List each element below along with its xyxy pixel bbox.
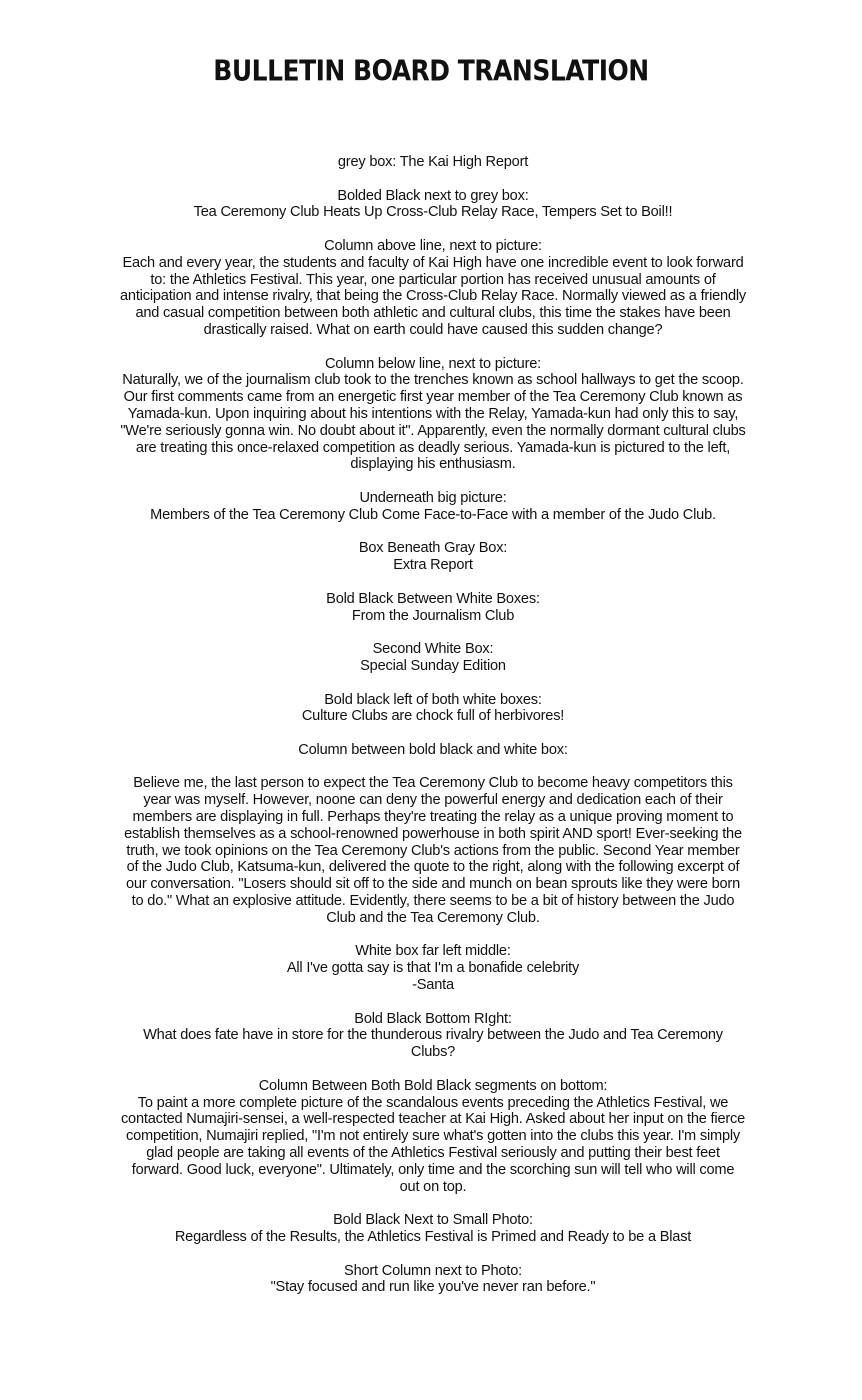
- label-column-below-line: Column below line, next to picture:: [324, 355, 542, 372]
- text-column-between: Believe me, the last person to expect the Tea Ceremony Club to become heavy competitors this year was myself. However, noone can deny the powerful energy and dedication each of their members are displaying in full. Perhaps they're treating the relay as a unique proving moment to establish themselves as a school-renowned powerhouse in both spirit AND sport! Ever-seeking the truth, we took opinions on the Tea Ceremony Club's actions from the public. Second Year member of the Judo Club, Katsuma-kun, delivered the quote to the right, along with the following excerpt of our conversation. "Losers should sit off to the side and munch on bean sprouts like they were born to do." What an explosive attitude. Evidently, there seems to be a bit of history between the Judo Club and the Tea Ceremony Club.: [124, 775, 742, 926]
- label-headline: Bolded Black next to grey box:: [337, 187, 529, 204]
- block-culture-clubs: [120, 692, 746, 726]
- block-column-between-text: [120, 775, 746, 926]
- block-grey-box: [120, 154, 746, 171]
- translation-body: [120, 154, 746, 1313]
- label-short-column: Short Column next to Photo:: [344, 1262, 522, 1279]
- block-column-below-line: [120, 356, 746, 474]
- page-title: BULLETIN BOARD TRANSLATION: [213, 53, 649, 88]
- text-column-below-line: Naturally, we of the journalism club took to the trenches known as school hallways to get the scoop. Our first comments came from an energetic first year member of the Tea Ceremony Club known as Yamada-kun. Upon inquiring about his intentions with the Relay, Yamada-kun had only this to say, "We're seriously gonna win. No doubt about it". Apparently, even the normally dormant cultural clubs are treating this once-relaxed competition as deadly serious. Yamada-kun is pictured to the left, displaying his enthusiasm.: [120, 372, 746, 473]
- text-bottom-right: What does fate have in store for the thunderous rivalry between the Judo and Tea Ceremony Clubs?: [143, 1027, 723, 1061]
- text-big-picture: Members of the Tea Ceremony Club Come Face-to-Face with a member of the Judo Club.: [150, 506, 716, 523]
- label-bottom-column: Column Between Both Bold Black segments on bottom:: [258, 1077, 608, 1094]
- block-small-photo: [120, 1212, 746, 1246]
- text-bottom-column: To paint a more complete picture of the scandalous events preceding the Athletics Festival, we contacted Numajiri-sensei, a well-respected teacher at Kai High. Asked about her input on the fierce competition, Numajiri replied, "I'm not entirely sure what's gotten into the clubs this year. I'm simply glad people are taking all events of the Athletics Festival seriously and putting their best feet forward. Good luck, everyone". Ultimately, only time and the scorching sun will tell who will come out on top.: [120, 1094, 746, 1195]
- block-bottom-column: [120, 1078, 746, 1196]
- text-headline: Tea Ceremony Club Heats Up Cross-Club Relay Race, Tempers Set to Boil!!: [193, 204, 673, 221]
- label-bottom-right: Bold Black Bottom RIght:: [354, 1010, 512, 1027]
- text-small-photo: Regardless of the Results, the Athletics Festival is Primed and Ready to be a Blast: [174, 1229, 692, 1245]
- block-journalism-club: [120, 591, 746, 625]
- text-column-above-line: Each and every year, the students and faculty of Kai High have one incredible event to look forward to: the Athletics Festival. This year, one particular portion has received unusual amounts of anticipation and intense rivalry, that being the Cross-Club Relay Race. Normally viewed as a friendly and casual competition between both athletic and cultural clubs, this time the stakes have been drastically raised. What on earth could have caused this sudden change?: [120, 254, 747, 338]
- label-column-between: Column between bold black and white box:: [298, 741, 568, 758]
- block-short-column: [120, 1263, 746, 1297]
- label-small-photo: Bold Black Next to Small Photo:: [333, 1212, 533, 1229]
- label-box-beneath-gray: Box Beneath Gray Box:: [358, 540, 508, 557]
- label-left-of-white-boxes: Bold black left of both white boxes:: [324, 691, 542, 708]
- block-bottom-right: [120, 1011, 746, 1061]
- text-culture-clubs: Culture Clubs are chock full of herbivores!: [301, 708, 565, 725]
- text-celebrity-quote: All I've gotta say is that I'm a bonafide celebrity: [286, 960, 580, 977]
- block-big-picture-caption: [120, 490, 746, 524]
- label-white-box-left: White box far left middle:: [355, 943, 511, 960]
- block-second-white-box: [120, 641, 746, 675]
- text-extra-report: Extra Report: [393, 557, 473, 574]
- text-short-column: "Stay focused and run like you've never ran before.": [270, 1279, 596, 1296]
- block-column-above-line: [120, 238, 746, 339]
- text-journalism-club: From the Journalism Club: [351, 607, 515, 624]
- text-sunday-edition: Special Sunday Edition: [360, 657, 506, 674]
- block-extra-report: [120, 540, 746, 574]
- text-quote-author: -Santa: [412, 977, 454, 994]
- label-grey-box: grey box: The Kai High Report: [337, 154, 529, 170]
- label-big-picture: Underneath big picture:: [359, 489, 507, 506]
- block-column-between-label: [120, 742, 746, 759]
- block-white-box-left: [120, 943, 746, 993]
- label-column-above-line: Column above line, next to picture:: [324, 237, 542, 254]
- label-second-white-box: Second White Box:: [372, 641, 494, 658]
- block-headline: [120, 188, 746, 222]
- label-between-white-boxes: Bold Black Between White Boxes:: [326, 590, 540, 607]
